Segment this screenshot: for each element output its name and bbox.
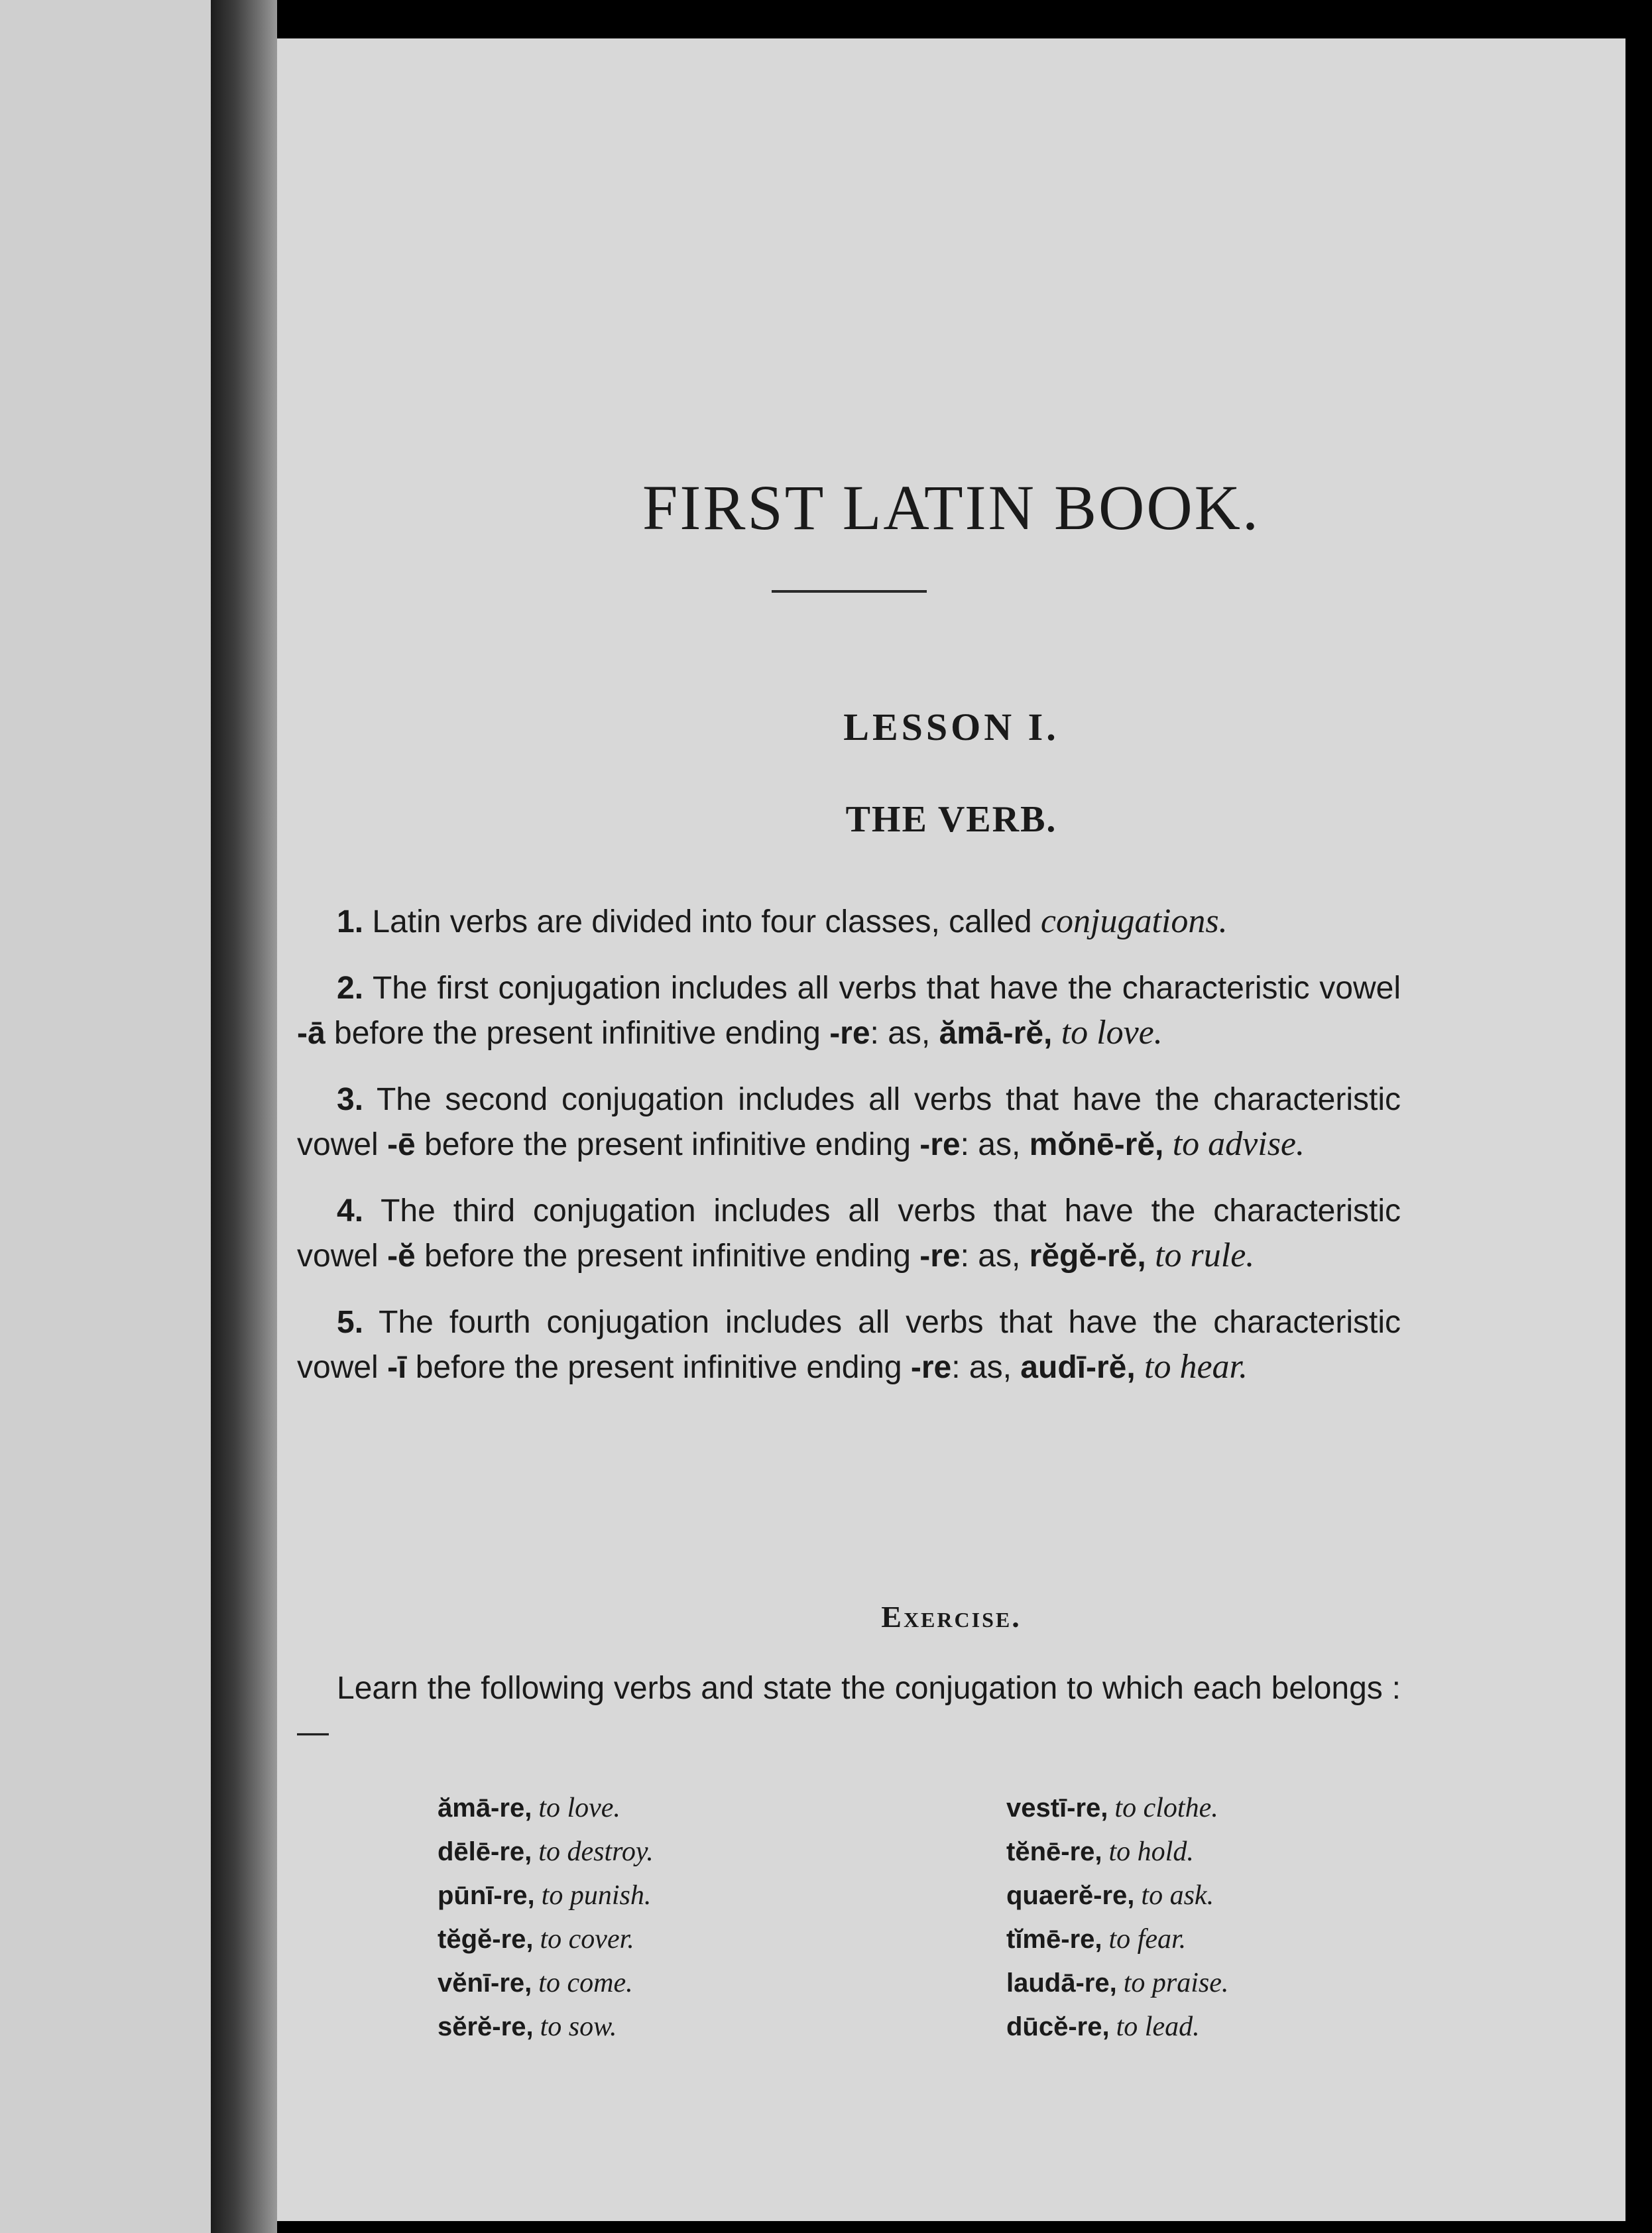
paragraph-text-part: The second conjugation includes all verbs that have the characteristic vowel bbox=[297, 1082, 1401, 1162]
paragraph-text-part: to rule. bbox=[1155, 1237, 1255, 1274]
verb-entry bbox=[438, 1786, 968, 1830]
paragraph-text-part bbox=[1052, 1016, 1061, 1051]
verb-meaning: to lead. bbox=[1116, 2012, 1200, 2042]
verb-meaning: to praise. bbox=[1123, 1968, 1229, 1998]
latin-verb: laudā-re, bbox=[1006, 1968, 1117, 1998]
latin-verb: tĕnē-re, bbox=[1006, 1837, 1102, 1866]
paragraph-text-part: : as, bbox=[870, 1016, 939, 1051]
verb-entry bbox=[1006, 1830, 1537, 1874]
paragraph-text-part: before the present infinitive ending bbox=[325, 1016, 830, 1051]
paragraph-text-part: conjugations. bbox=[1040, 902, 1228, 940]
paragraph-text-part: before the present infinitive ending bbox=[415, 1127, 920, 1162]
left-page-edge bbox=[0, 0, 211, 2233]
paragraph-number: 1. bbox=[337, 904, 364, 939]
paragraph-text-part: before the present infinitive ending bbox=[406, 1350, 911, 1385]
latin-verb: ămā-re, bbox=[438, 1793, 532, 1823]
verb-meaning: to cover. bbox=[540, 1924, 634, 1955]
paragraph-text-part: Latin verbs are divided into four classes, called bbox=[372, 904, 1041, 939]
latin-verb: sĕrĕ-re, bbox=[438, 2012, 534, 2041]
paragraph-text-part: audī-rĕ, bbox=[1020, 1350, 1136, 1385]
paragraph-text-part: to love. bbox=[1061, 1014, 1163, 1052]
paragraph-text-part: The third conjugation includes all verbs that have the characteristic vowel bbox=[297, 1193, 1401, 1274]
paragraph-text-part: -re bbox=[919, 1127, 961, 1162]
verb-list-right bbox=[1006, 1786, 1537, 2049]
paragraph-text-part bbox=[1163, 1127, 1172, 1162]
paragraph-number: 2. bbox=[337, 971, 364, 1006]
verb-entry bbox=[1006, 1786, 1537, 1830]
verb-meaning: to sow. bbox=[540, 2012, 617, 2042]
paragraph-text-part: rĕgĕ-rĕ, bbox=[1029, 1238, 1146, 1274]
paragraph-text-part: -ĕ bbox=[387, 1238, 416, 1274]
paragraph bbox=[297, 1189, 1401, 1278]
latin-verb: tĭmē-re, bbox=[1006, 1925, 1102, 1954]
exercise-heading: Exercise. bbox=[881, 1600, 1022, 1634]
paragraph-text-part bbox=[1136, 1350, 1144, 1385]
paragraph-text-part: to hear. bbox=[1144, 1348, 1248, 1386]
verb-meaning: to destroy. bbox=[538, 1837, 654, 1867]
verb-entry bbox=[438, 1961, 968, 2005]
verb-entry bbox=[1006, 1917, 1537, 1961]
paragraph bbox=[297, 966, 1401, 1056]
paragraph-text-part: -re bbox=[829, 1016, 870, 1051]
verb-meaning: to clothe. bbox=[1114, 1793, 1218, 1823]
verb-entry bbox=[1006, 1961, 1537, 2005]
verb-entry bbox=[438, 1917, 968, 1961]
paragraph-text-part: The fourth conjugation includes all verbs that have the characteristic vowel bbox=[297, 1305, 1401, 1385]
latin-verb: pūnī-re, bbox=[438, 1881, 535, 1910]
paragraph-number: 4. bbox=[337, 1193, 364, 1229]
paragraph bbox=[297, 1300, 1401, 1390]
latin-verb: vestī-re, bbox=[1006, 1793, 1108, 1823]
paragraph-text-part: mŏnē-rĕ, bbox=[1029, 1127, 1164, 1162]
paragraph-text-part: : as, bbox=[960, 1127, 1030, 1162]
paragraph-list bbox=[297, 899, 1401, 1412]
paragraph-text-part: -ī bbox=[387, 1350, 407, 1385]
book-title: FIRST LATIN BOOK. bbox=[642, 472, 1260, 543]
verb-meaning: to hold. bbox=[1108, 1837, 1194, 1867]
paragraph bbox=[297, 1077, 1401, 1167]
verb-entry bbox=[438, 1830, 968, 1874]
verb-entry bbox=[438, 2005, 968, 2049]
title-divider bbox=[772, 590, 927, 593]
verb-entry bbox=[1006, 2005, 1537, 2049]
paragraph-text-part: The first conjugation includes all verbs that have the characteristic vowel bbox=[372, 971, 1401, 1006]
latin-verb: dūcĕ-re, bbox=[1006, 2012, 1110, 2041]
latin-verb: vĕnī-re, bbox=[438, 1968, 532, 1998]
paragraph-number: 3. bbox=[337, 1082, 364, 1117]
paragraph-text-part: to advise. bbox=[1172, 1125, 1305, 1163]
paragraph-text-part: -ā bbox=[297, 1016, 325, 1051]
lesson-heading: LESSON I. bbox=[843, 705, 1059, 749]
verb-meaning: to punish. bbox=[541, 1880, 652, 1911]
exercise-instruction: Learn the following verbs and state the conjugation to which each belongs :— bbox=[297, 1671, 1401, 1750]
paragraph-text-part: -re bbox=[910, 1350, 952, 1385]
verb-entry bbox=[438, 1874, 968, 1917]
section-heading: THE VERB. bbox=[845, 799, 1057, 840]
book-gutter bbox=[211, 0, 277, 2233]
latin-verb: quaerĕ-re, bbox=[1006, 1881, 1135, 1910]
scan-border bbox=[1625, 0, 1652, 2233]
paragraph-text-part: -ē bbox=[387, 1127, 416, 1162]
verb-meaning: to love. bbox=[538, 1793, 620, 1823]
verb-list-left bbox=[438, 1786, 968, 2049]
paragraph-text-part bbox=[1146, 1238, 1155, 1274]
paragraph bbox=[297, 899, 1401, 944]
paragraph-text-part: : as, bbox=[960, 1238, 1030, 1274]
verb-entry bbox=[1006, 1874, 1537, 1917]
latin-verb: tĕgĕ-re, bbox=[438, 1925, 534, 1954]
paragraph-number: 5. bbox=[337, 1305, 364, 1340]
verb-meaning: to fear. bbox=[1108, 1924, 1187, 1955]
paragraph-text-part: ămā-rĕ, bbox=[939, 1016, 1053, 1051]
paragraph-text-part: before the present infinitive ending bbox=[415, 1238, 920, 1274]
paragraph-text-part: -re bbox=[919, 1238, 961, 1274]
book-page bbox=[277, 38, 1625, 2221]
verb-meaning: to ask. bbox=[1141, 1880, 1214, 1911]
verb-meaning: to come. bbox=[538, 1968, 633, 1998]
latin-verb: dēlē-re, bbox=[438, 1837, 532, 1866]
paragraph-text-part: : as, bbox=[951, 1350, 1021, 1385]
